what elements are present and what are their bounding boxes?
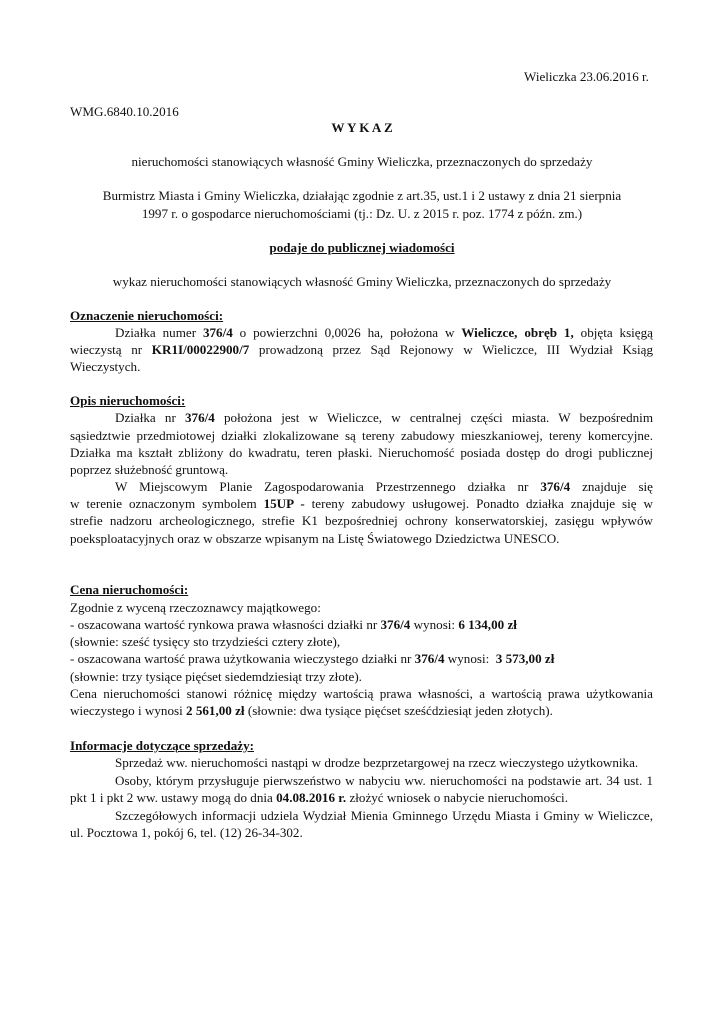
- plot-number: 376/4: [380, 617, 411, 632]
- description-line-3: Działka ma kształt zbliżony do kwadratu, teren płaski. Nieruchomość posiada dostęp do drogi publicznej: [70, 445, 653, 460]
- land-register-number: KR1I/00022900/7: [151, 342, 250, 357]
- price-line-1: Zgodnie z wyceną rzeczoznawcy majątkowego:: [70, 600, 321, 615]
- text: znajduje się: [570, 479, 653, 494]
- description-line-8: poeksploatacyjnych oraz w obszarze wpisanym na Listę Światowego Dziedzictwa UNESCO.: [70, 531, 560, 546]
- price-line-5: (słownie: trzy tysiące pięćset siedemdziesiąt trzy złote).: [70, 669, 362, 684]
- designation-heading: [70, 307, 223, 325]
- text: - oszacowana wartość prawa użytkowania wieczystego działki nr: [70, 651, 415, 666]
- usufruct-value: 3 573,00 zł: [495, 651, 555, 666]
- designation-line-3: Wieczystych.: [70, 359, 141, 374]
- list-intro: wykaz nieruchomości stanowiących własność Gminy Wieliczka, przeznaczonych do sprzedaży: [112, 274, 612, 289]
- zoning-symbol: 15UP -: [263, 496, 305, 511]
- price-heading: [70, 581, 188, 599]
- final-price: 2 561,00 zł: [186, 703, 245, 718]
- text: W Miejscowym Planie Zagospodarowania Przestrzennego działka nr: [115, 479, 541, 494]
- text: o powierzchni 0,0026 ha, położona w: [232, 325, 462, 340]
- intro-line-1: Burmistrz Miasta i Gminy Wieliczka, działając zgodnie z art.35, ust.1 i 2 ustawy z dnia 21 sierpnia: [102, 188, 622, 203]
- price-heading-text: Cena nieruchomości:: [70, 582, 189, 597]
- price-line-6: Cena nieruchomości stanowi różnicę między wartością prawa własności, a wartością prawa użytkowania: [70, 686, 653, 701]
- designation-heading-text: Oznaczenie nieruchomości:: [70, 308, 224, 323]
- plot-number: 376/4: [185, 410, 215, 425]
- text: (słownie: dwa tysiące pięćset sześćdziesiąt jeden złotych).: [244, 703, 553, 718]
- price-line-7: [70, 702, 553, 720]
- text: Działka nr: [115, 410, 185, 425]
- reference-number: WMG.6840.10.2016: [70, 104, 179, 119]
- announcement-text: podaje do publicznej wiadomości: [269, 240, 455, 255]
- text: pkt 1 i pkt 2 ww. ustawy mogą do dnia: [70, 790, 277, 805]
- plot-number: 376/4: [202, 325, 233, 340]
- text: tereny zabudowy usługowej. Ponadto działka znajduje się w: [304, 496, 653, 511]
- designation-line-2: [70, 341, 653, 359]
- designation-line-1: [115, 324, 653, 342]
- deadline-date: 04.08.2016 r.: [276, 790, 347, 805]
- text: w terenie oznaczonym symbolem: [70, 496, 264, 511]
- price-line-4: [70, 650, 554, 668]
- description-line-7: strefie nadzoru archeologicznego, strefie K1 bezpośredniej ochrony konserwatorskiej, zasięgu wpływów: [70, 513, 653, 528]
- document-title: W Y K A Z: [331, 120, 393, 135]
- sale-info-line-1: Sprzedaż ww. nieruchomości nastąpi w drodze bezprzetargowej na rzecz wieczystego użytkownika.: [115, 755, 639, 770]
- plot-number: 376/4: [540, 479, 571, 494]
- document-subtitle: nieruchomości stanowiących własność Gminy Wieliczka, przeznaczonych do sprzedaży: [131, 154, 593, 169]
- text: prowadzoną przez Sąd Rejonowy w Wieliczce, III Wydział Ksiąg: [249, 342, 654, 357]
- text: Działka numer: [115, 325, 203, 340]
- text: wynosi:: [410, 617, 459, 632]
- price-line-2: [70, 616, 517, 634]
- location: Wieliczce, obręb 1,: [461, 325, 574, 340]
- text: wieczystą nr: [70, 342, 152, 357]
- document-date: Wieliczka 23.06.2016 r.: [524, 69, 649, 84]
- description-line-2: sąsiedztwie przedmiotowej działki zlokalizowane są tereny zabudowy mieszkaniowej, tereny komercyjne.: [70, 428, 653, 443]
- text: wynosi:: [444, 651, 496, 666]
- description-line-6: [70, 495, 653, 513]
- text: - oszacowana wartość rynkowa prawa własności działki nr: [70, 617, 381, 632]
- text: złożyć wniosek o nabycie nieruchomości.: [346, 790, 568, 805]
- price-line-3: (słownie: sześć tysięcy sto trzydzieści cztery złote),: [70, 634, 341, 649]
- plot-number: 376/4: [414, 651, 445, 666]
- description-line-5: [115, 478, 653, 496]
- description-line-1: [115, 409, 653, 427]
- description-line-4: poprzez służebność gruntową.: [70, 462, 229, 477]
- announcement: [0, 239, 724, 257]
- description-heading-text: Opis nieruchomości:: [70, 393, 186, 408]
- sale-info-line-3: [70, 789, 568, 807]
- sale-info-line-4: Szczegółowych informacji udziela Wydział Mienia Gminnego Urzędu Miasta i Gminy w Wieliczce,: [115, 808, 653, 823]
- text: położona jest w Wieliczce, w centralnej części miasta. W bezpośrednim: [214, 410, 654, 425]
- sale-info-line-2: Osoby, którym przysługuje pierwszeństwo w nabyciu ww. nieruchomości na podstawie art. 34 ust. 1: [115, 773, 653, 788]
- sale-info-heading: [70, 737, 254, 755]
- sale-info-heading-text: Informacje dotyczące sprzedaży:: [70, 738, 254, 753]
- ownership-value: 6 134,00 zł: [458, 617, 517, 632]
- sale-info-line-5: ul. Pocztowa 1, pokój 6, tel. (12) 26-34-302.: [70, 825, 303, 840]
- text: objęta księgą: [573, 325, 653, 340]
- description-heading: [70, 392, 185, 410]
- text: wieczystego i wynosi: [70, 703, 187, 718]
- intro-line-2: 1997 r. o gospodarce nieruchomościami (tj.: Dz. U. z 2015 r. poz. 1774 z późn. zm.): [141, 206, 583, 221]
